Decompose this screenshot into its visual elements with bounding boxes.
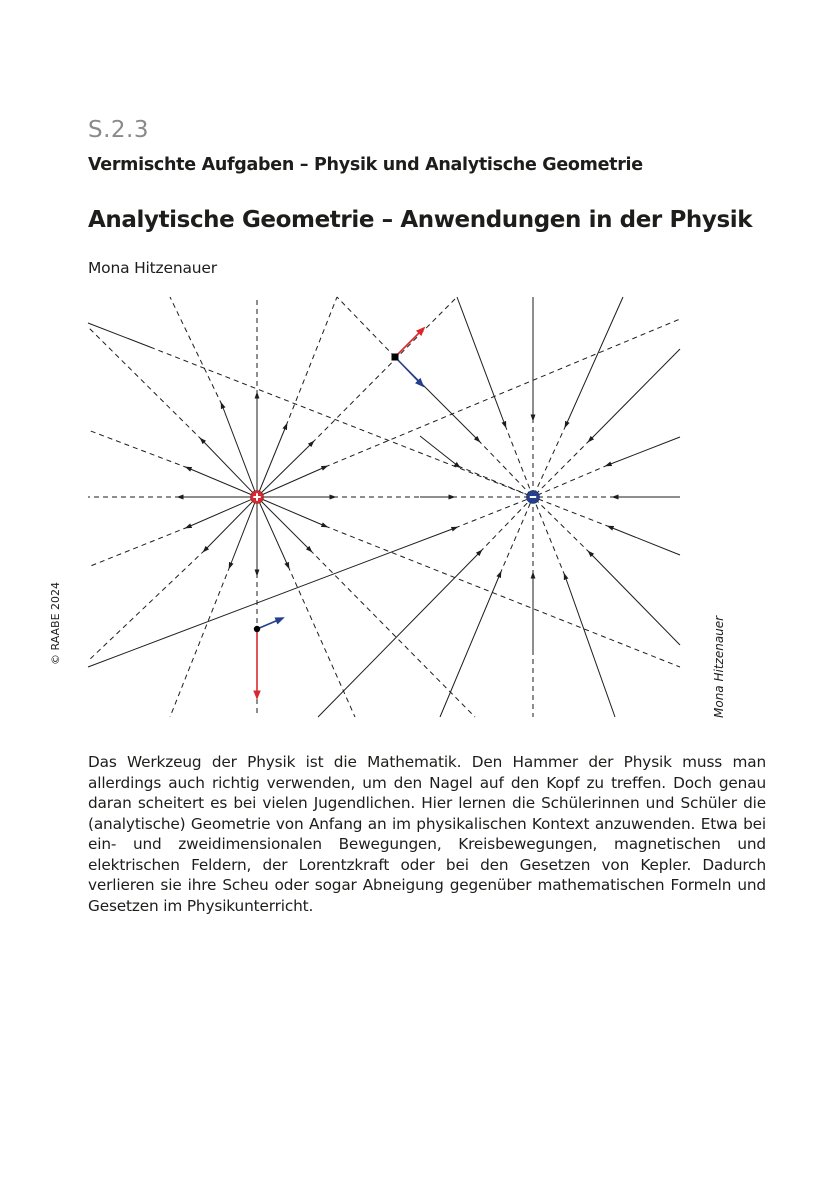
negative-charge <box>527 491 540 504</box>
blue-force-vector-top <box>395 357 423 386</box>
series-title: Vermischte Aufgaben – Physik und Analytische Geometrie <box>88 155 643 175</box>
author-name: Mona Hitzenauer <box>88 259 217 277</box>
test-particle-top <box>392 328 425 386</box>
page-title: Analytische Geometrie – Anwendungen in der Physik <box>88 207 753 233</box>
particle-dot-top <box>392 354 399 361</box>
blue-force-vector-bottom <box>257 618 283 629</box>
positive-charge <box>251 491 264 504</box>
particle-dot-bottom <box>254 626 260 632</box>
copyright-notice: © RAABE 2024 <box>49 581 62 665</box>
figure-credit: Mona Hitzenauer <box>712 615 726 718</box>
red-force-vector-top <box>395 328 424 357</box>
intro-paragraph: Das Werkzeug der Physik ist die Mathematik. Den Hammer der Physik muss man allerdings auch richtig verwenden, um den Nagel auf den Kopf zu treffen. Doch genau daran scheitert es bei vielen Jugendlichen. Hier lernen die Schülerinnen und Schüler die (analytische) Geometrie von Anfang an im physikalischen Kontext anzuwenden. Etwa bei ein- und zweidimensionalen Bewegungen, Kreisbewegungen, magnetischen und elektrischen Feldern, der Lorentzkraft oder bei den Gesetzen von Kepler. Dadurch verlieren sie ihre Scheu oder sogar Abneigung gegenüber mathematischen Formeln und Gesetzen im Physikunterricht. <box>88 753 766 915</box>
field-lines-figure <box>80 290 700 720</box>
negative-field-lines <box>88 297 680 717</box>
field-lines-diagram <box>80 290 700 720</box>
section-code: S.2.3 <box>88 117 149 143</box>
test-particle-bottom <box>254 618 283 698</box>
positive-field-lines <box>180 395 333 573</box>
negative-field-lines-dashed <box>150 297 615 717</box>
positive-field-lines-dashed <box>88 297 680 717</box>
